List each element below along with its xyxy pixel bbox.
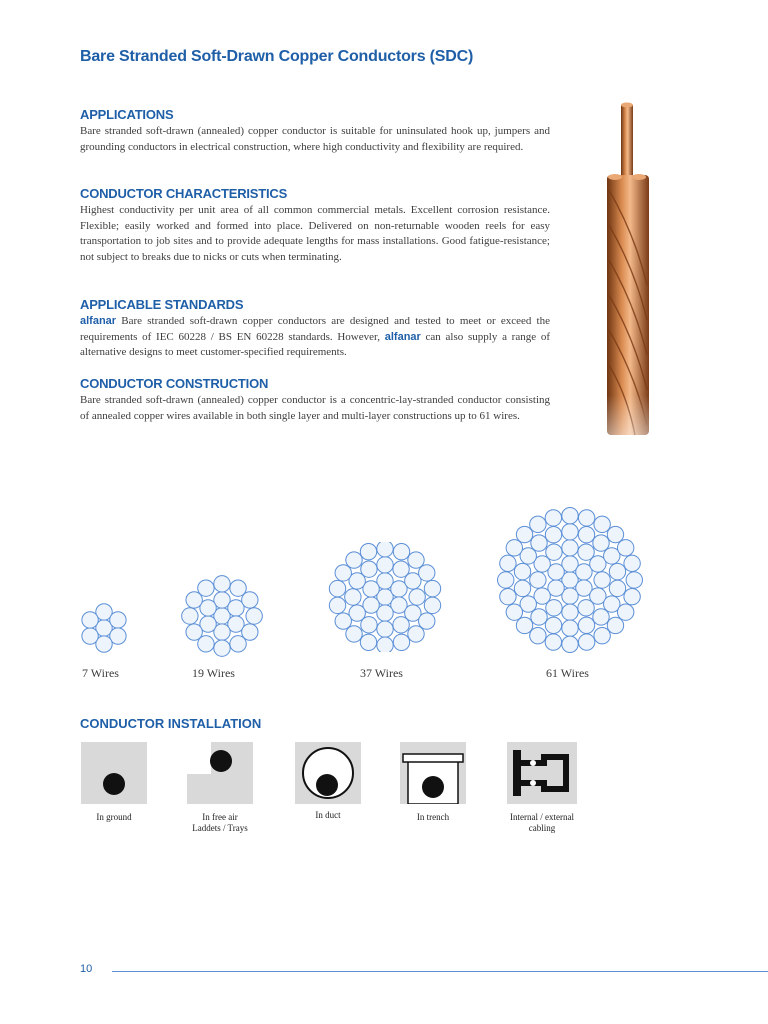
wire-strand (562, 636, 578, 652)
install-in-duct (283, 742, 373, 821)
wire-strand (562, 524, 578, 540)
wire-strand (562, 620, 578, 636)
standards-text-part2: can also supply a range of alternative designs to meet customer-specified requirements. (80, 330, 551, 359)
wire-strand (82, 612, 98, 628)
wire-strand (230, 636, 246, 652)
applications-section (80, 107, 550, 155)
wire-strand (545, 526, 561, 542)
wire-strand (182, 608, 198, 624)
wire-strand (377, 557, 393, 573)
standards-text (80, 314, 550, 361)
characteristics-heading: CONDUCTOR CHARACTERISTICS (80, 186, 288, 201)
wire-strand (198, 580, 214, 596)
standards-text-part1: Bare stranded soft-drawn copper conductors are designed and tested to meet or exceed the requirements of IEC 60228 / BS EN 60228 standards. However, (80, 315, 550, 343)
characteristics-section (80, 186, 550, 265)
wire-strand (393, 543, 409, 559)
brand-name: alfanar (384, 330, 421, 343)
standards-section (80, 297, 550, 361)
wire-strand (516, 526, 532, 542)
wire-label-37: 37 Wires (360, 666, 403, 680)
wire-strand (594, 572, 610, 588)
wire-strand (498, 572, 514, 588)
wire-strand (578, 617, 594, 633)
wire-strand (546, 544, 562, 560)
wire-strand (609, 563, 625, 579)
trench-icon (400, 742, 466, 804)
wire-strand (408, 626, 424, 642)
wire-strand (516, 617, 532, 633)
wire-strand (578, 510, 594, 526)
wire-strand (607, 526, 623, 542)
wire-strand (82, 628, 98, 644)
in-ground-icon (81, 742, 147, 804)
install-label: In duct (315, 810, 341, 820)
wire-strand (609, 580, 625, 596)
wire-strand (562, 604, 578, 620)
cabling-icon (507, 742, 577, 804)
wire-strand (506, 604, 522, 620)
wire-label-19: 19 Wires (192, 666, 235, 680)
wire-strand (377, 637, 393, 652)
install-label: In trench (416, 812, 450, 822)
wire-strand (594, 627, 610, 643)
install-free-air (175, 742, 265, 834)
construction-section (80, 376, 550, 424)
wire-diagram-7 (79, 603, 129, 653)
footer-rule (112, 971, 768, 972)
construction-heading: CONDUCTOR CONSTRUCTION (80, 376, 269, 391)
wire-strand (578, 600, 594, 616)
characteristics-text: Highest conductivity per unit area of all common commercial metals. Excellent corrosion resistance. Flexible; easily worked and formed into place. Delivered on non-returnable wooden reels for easy transportation to job sites and to provide adequate lengths for mass installations. Good fatigue-resistance; not subject to breaks due to nicks or cuts when terminating. (80, 204, 550, 263)
wire-strand (335, 613, 351, 629)
install-cabling (497, 742, 587, 834)
wire-strand (506, 540, 522, 556)
wire-label-7: 7 Wires (82, 666, 119, 680)
wire-strand (424, 580, 440, 596)
wire-strand (214, 576, 230, 592)
wire-strand (377, 542, 393, 557)
wire-strand (409, 589, 425, 605)
brand-name: alfanar (80, 315, 117, 327)
wire-strand (424, 597, 440, 613)
wire-strand (214, 640, 230, 656)
wire-strand (578, 634, 594, 650)
wire-strand (393, 634, 409, 650)
wire-strand (514, 580, 530, 596)
wire-strand (530, 516, 546, 532)
wire-strand (562, 508, 578, 524)
wire-strand (594, 516, 610, 532)
wire-strand (361, 561, 377, 577)
wire-strand (624, 588, 640, 604)
construction-text: Bare stranded soft-drawn (annealed) copper conductor is a concentric-lay-stranded conductor consisting of annealed copper wires available in both single layer and multi-layer constructions up to 61 wires. (80, 394, 550, 422)
wire-strand (500, 555, 516, 571)
wire-label-61: 61 Wires (546, 666, 589, 680)
wire-strand (545, 634, 561, 650)
wire-strand (514, 563, 530, 579)
wire-strand (617, 540, 633, 556)
wire-strand (578, 526, 594, 542)
wire-strand (530, 627, 546, 643)
install-label: In ground (96, 812, 132, 822)
wire-diagram-37 (326, 542, 444, 652)
wire-strand (562, 540, 578, 556)
wire-strand (393, 617, 409, 633)
page-number: 10 (80, 963, 93, 975)
wire-strand (110, 612, 126, 628)
wire-strand (530, 572, 546, 588)
wire-strand (329, 597, 345, 613)
install-in-ground (69, 742, 159, 823)
wire-strand (346, 552, 362, 568)
wire-strand (186, 624, 202, 640)
wire-strand (531, 535, 547, 551)
wire-strand (500, 588, 516, 604)
free-air-icon (187, 742, 253, 804)
wire-strand (593, 609, 609, 625)
wire-strand (419, 565, 435, 581)
copper-conductor-image (595, 95, 665, 485)
duct-icon (295, 742, 361, 804)
wire-strand (242, 592, 258, 608)
wire-strand (545, 617, 561, 633)
page-title: Bare Stranded Soft-Drawn Copper Conductors (SDC) (80, 48, 474, 65)
standards-heading: APPLICABLE STANDARDS (80, 297, 244, 312)
wire-strand (345, 589, 361, 605)
applications-heading: APPLICATIONS (80, 107, 174, 122)
applications-text: Bare stranded soft-drawn (annealed) copper conductor is suitable for uninsulated hook up, jumpers and grounding conductors in electrical construction, where high conductivity and flexibility are required. (80, 125, 550, 153)
wire-strand (624, 555, 640, 571)
wire-strand (626, 572, 642, 588)
wire-diagram-61 (493, 506, 647, 654)
install-in-trench (388, 742, 478, 823)
install-label: In free air Laddets / Trays (192, 812, 248, 833)
installation-heading: CONDUCTOR INSTALLATION (80, 716, 262, 731)
wire-strand (360, 634, 376, 650)
wire-strand (329, 580, 345, 596)
wire-diagram-19 (179, 573, 265, 659)
wire-strand (617, 604, 633, 620)
wire-strand (607, 617, 623, 633)
install-label: Internal / external cabling (510, 812, 574, 833)
wire-strand (377, 621, 393, 637)
wire-strand (545, 510, 561, 526)
wire-strand (360, 543, 376, 559)
wire-strand (246, 608, 262, 624)
